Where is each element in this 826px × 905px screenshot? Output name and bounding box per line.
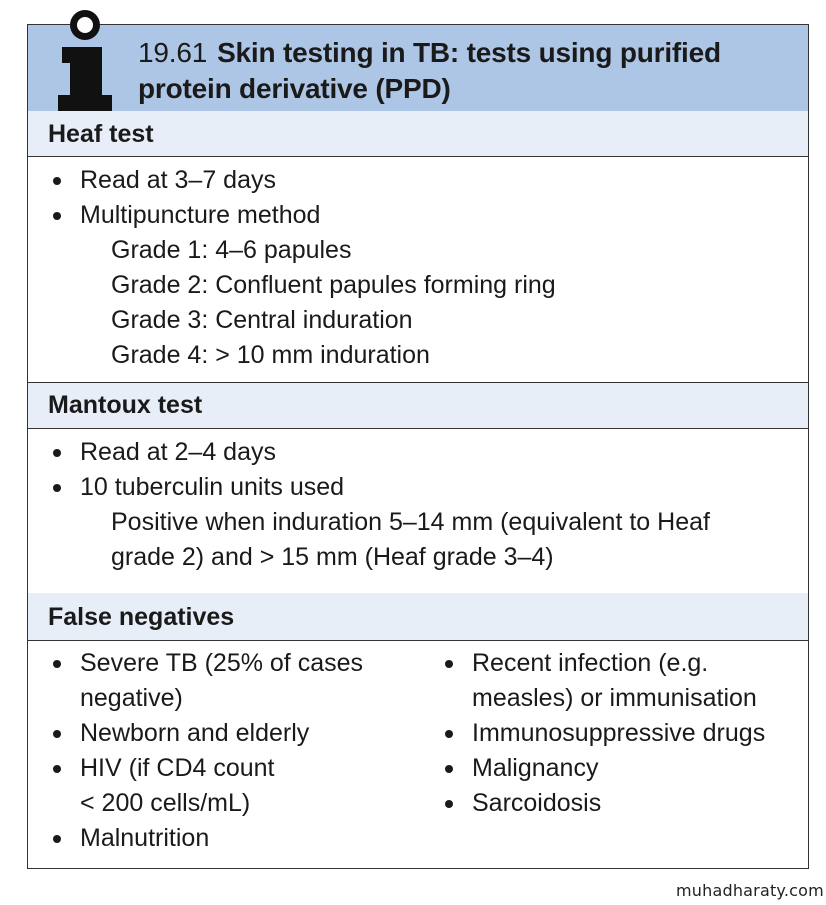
heaf-grade-1: Grade 1: 4–6 papules xyxy=(111,236,352,264)
info-box xyxy=(27,24,809,869)
heaf-grade-3: Grade 3: Central induration xyxy=(111,306,413,334)
fn-left-4: Malnutrition xyxy=(80,824,210,852)
mantoux-bullet-1: Read at 2–4 days xyxy=(80,438,276,466)
fn-right-2: Immunosuppressive drugs xyxy=(472,719,766,747)
heaf-grade-4: Grade 4: > 10 mm induration xyxy=(111,341,430,369)
false-negatives-heading: False negatives xyxy=(28,593,808,641)
fn-left-1-line-1: Severe TB (25% of cases xyxy=(80,649,364,677)
title-line-1: Skin testing in TB: tests using purified xyxy=(217,37,721,68)
box-header xyxy=(28,25,808,112)
fn-left-3-line-1: HIV (if CD4 count xyxy=(80,754,275,782)
mantoux-heading: Mantoux test xyxy=(28,382,808,429)
fn-left-3-line-2: < 200 cells/mL) xyxy=(80,789,251,817)
mantoux-bullet-2: 10 tuberculin units used xyxy=(80,473,345,501)
fn-right-1-line-2: measles) or immunisation xyxy=(472,684,757,712)
title-line-2: protein derivative (PPD) xyxy=(138,73,451,104)
box-title xyxy=(138,35,798,107)
heaf-bullet-1: Read at 3–7 days xyxy=(80,166,276,194)
heaf-heading: Heaf test xyxy=(28,111,808,157)
fn-left-2: Newborn and elderly xyxy=(80,719,310,747)
heaf-bullet-2: Multipuncture method xyxy=(80,201,321,229)
heaf-grade-2: Grade 2: Confluent papules forming ring xyxy=(111,271,556,299)
fn-right-3: Malignancy xyxy=(472,754,599,782)
fn-right-4: Sarcoidosis xyxy=(472,789,602,817)
info-icon xyxy=(50,7,120,117)
box-number: 19.61 xyxy=(138,37,208,68)
fn-right-1-line-1: Recent infection (e.g. xyxy=(472,649,709,677)
mantoux-body xyxy=(28,429,808,593)
watermark: muhadharaty.com xyxy=(676,881,824,900)
heaf-body xyxy=(28,157,808,383)
fn-left-1-line-2: negative) xyxy=(80,684,183,712)
mantoux-positive-line-2: grade 2) and > 15 mm (Heaf grade 3–4) xyxy=(111,543,554,571)
mantoux-positive-line-1: Positive when induration 5–14 mm (equivalent to Heaf xyxy=(111,508,710,536)
false-negatives-body xyxy=(28,641,808,869)
